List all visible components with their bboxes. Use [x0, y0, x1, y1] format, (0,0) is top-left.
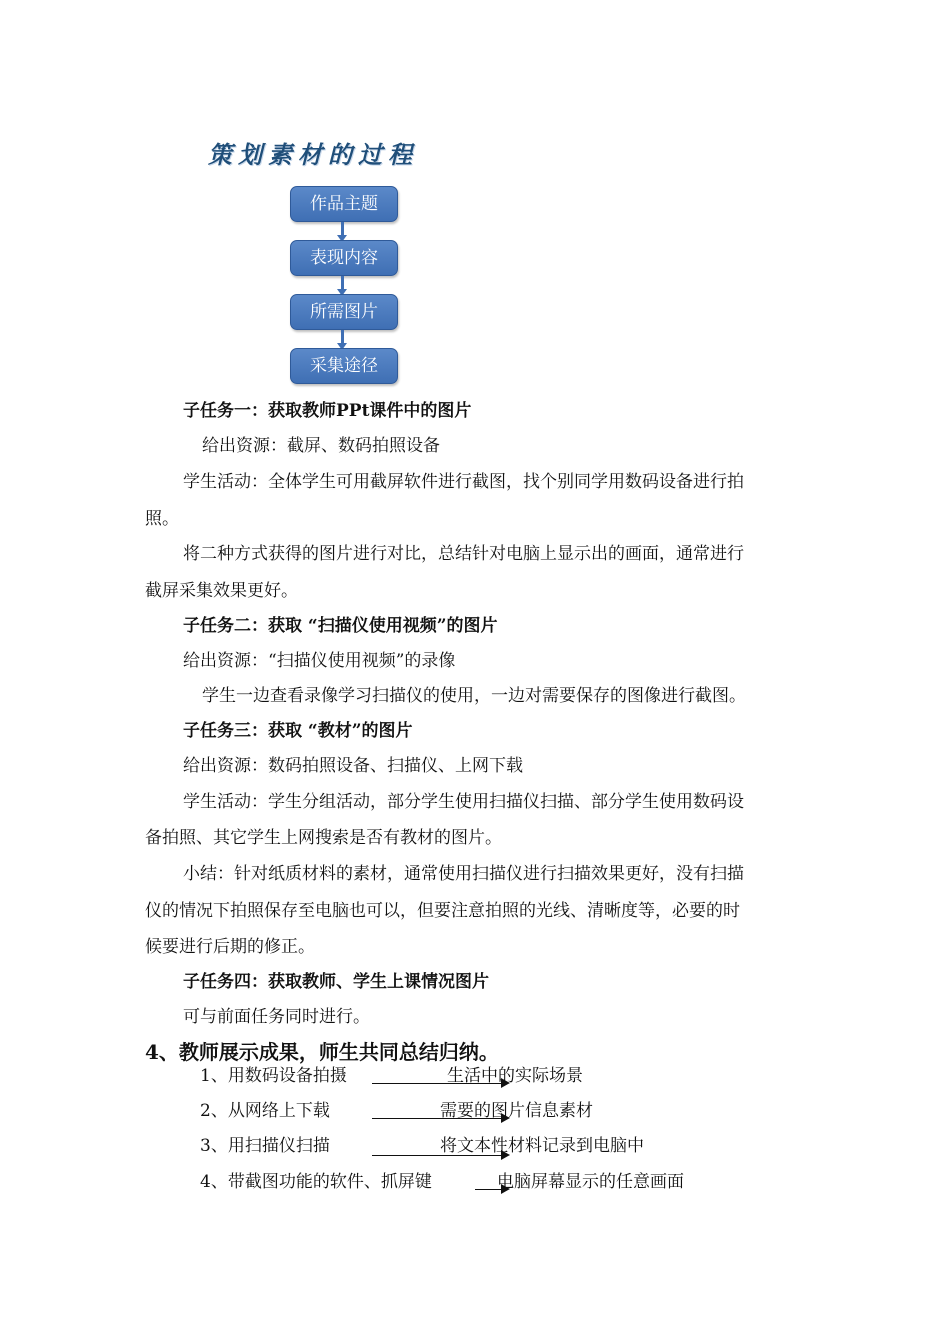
task3-heading: 子任务三：获取 “教材”的图片: [183, 721, 413, 741]
flow-arrow: [341, 222, 344, 236]
pair-left-2: 2、从网络上下载: [200, 1101, 330, 1121]
task3-summary-line1: 小结：针对纸质材料的素材，通常使用扫描仪进行扫描效果更好，没有扫描: [183, 864, 744, 884]
task1-activity-line2: 照。: [145, 509, 179, 529]
flow-step-content: 表现内容: [290, 240, 398, 276]
pair-left-3: 3、用扫描仪扫描: [200, 1136, 330, 1156]
flow-step-sources: 采集途径: [290, 348, 398, 384]
task1-heading: 子任务一：获取教师PPt课件中的图片: [183, 401, 472, 421]
pair-right-1: 生活中的实际场景: [447, 1066, 583, 1086]
flow-arrow: [341, 330, 344, 344]
task3-summary-line3: 候要进行后期的修正。: [145, 937, 315, 957]
pair-right-4: 电脑屏幕显示的任意画面: [497, 1172, 684, 1192]
task1-activity-line1: 学生活动：全体学生可用截屏软件进行截图，找个别同学用数码设备进行拍: [183, 472, 744, 492]
task3-activity-line1: 学生活动：学生分组活动，部分学生使用扫描仪扫描、部分学生使用数码设: [183, 792, 744, 812]
task2-resource: 给出资源：“扫描仪使用视频”的录像: [183, 651, 456, 671]
task2-activity: 学生一边查看录像学习扫描仪的使用，一边对需要保存的图像进行截图。: [202, 686, 746, 706]
flow-arrow: [341, 276, 344, 290]
pair-left-1: 1、用数码设备拍摄: [200, 1066, 347, 1086]
task3-summary-line2: 仪的情况下拍照保存至电脑也可以，但要注意拍照的光线、清晰度等，必要的时: [145, 901, 740, 921]
task2-heading: 子任务二：获取 “扫描仪使用视频”的图片: [183, 616, 498, 636]
task3-activity-line2: 备拍照、其它学生上网搜索是否有教材的图片。: [145, 828, 502, 848]
flow-step-images: 所需图片: [290, 294, 398, 330]
task4-heading: 子任务四：获取教师、学生上课情况图片: [183, 972, 489, 992]
task4-note: 可与前面任务同时进行。: [183, 1007, 370, 1027]
task1-compare-line1: 将二种方式获得的图片进行对比，总结针对电脑上显示出的画面，通常进行: [183, 544, 744, 564]
task3-resource: 给出资源：数码拍照设备、扫描仪、上网下载: [183, 756, 523, 776]
task1-compare-line2: 截屏采集效果更好。: [145, 581, 298, 601]
section4-heading: 4、教师展示成果，师生共同总结归纳。: [145, 1040, 499, 1064]
task1-resource: 给出资源：截屏、数码拍照设备: [202, 436, 440, 456]
figure-title: 策划素材的过程: [208, 140, 418, 169]
pair-right-2: 需要的图片信息素材: [440, 1101, 593, 1121]
flow-step-theme: 作品主题: [290, 186, 398, 222]
pair-right-3: 将文本性材料记录到电脑中: [440, 1136, 644, 1156]
pair-left-4: 4、带截图功能的软件、抓屏键: [200, 1172, 432, 1192]
